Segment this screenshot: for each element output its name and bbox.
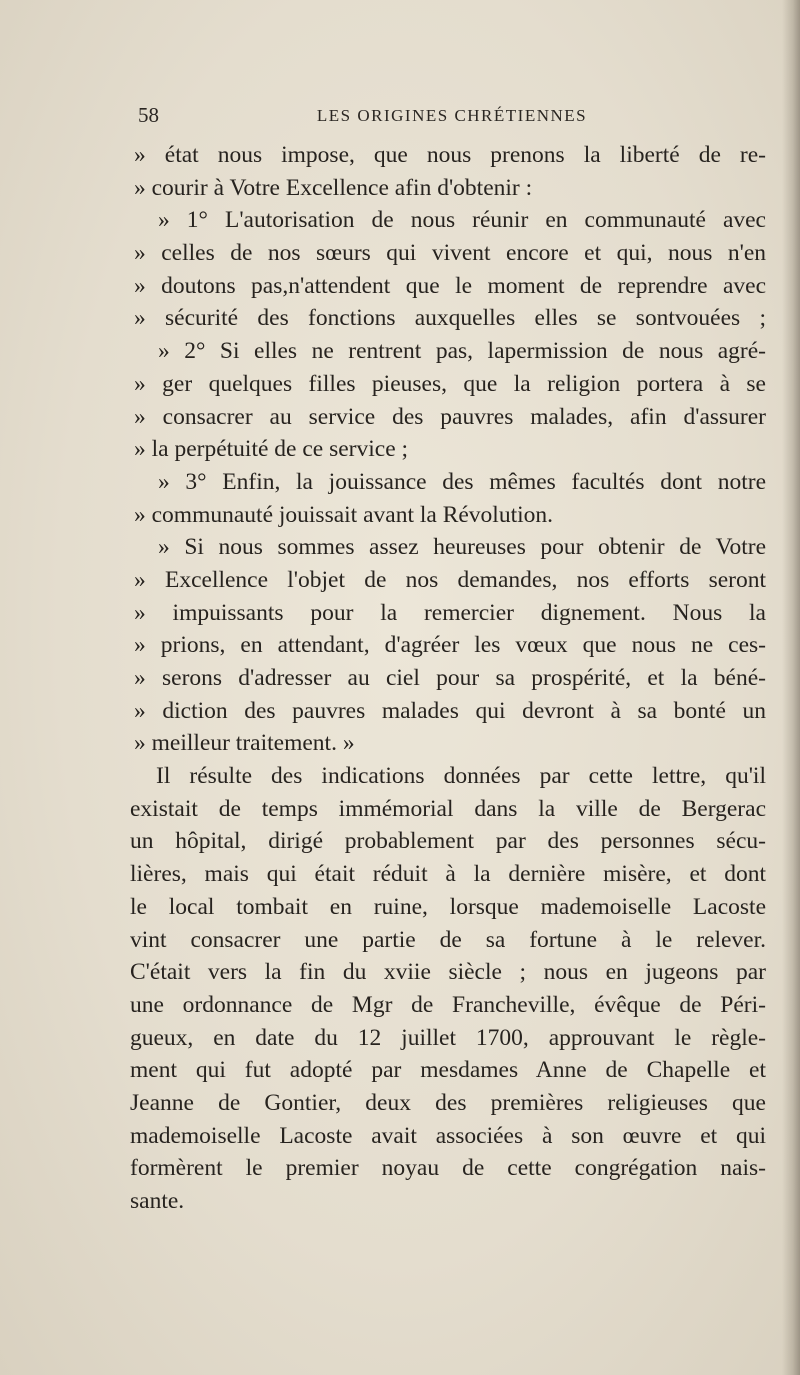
text-line: » 2° Si elles ne rentrent pas, lapermission de nous agré- xyxy=(158,338,766,365)
text-line: » la perpétuité de ce service ; xyxy=(134,436,409,463)
running-title: LES ORIGINES CHRÉTIENNES xyxy=(316,106,588,125)
text-line: » état nous impose, que nous prenons la liberté de re- xyxy=(134,142,766,168)
text-line: » doutons pas,n'attendent que le moment de reprendre avec xyxy=(134,272,766,299)
text-line: Il résulte des indications données par cette lettre, qu'il xyxy=(156,763,766,790)
text-line: » consacrer au service des pauvres malades, afin d'assurer xyxy=(134,403,766,430)
body-text xyxy=(130,139,766,1218)
text-line: formèrent le premier noyau de cette congrégation nais- xyxy=(130,1155,766,1182)
text-line: Jeanne de Gontier, deux des premières religieuses que xyxy=(130,1089,766,1116)
text-line: une ordonnance de Mgr de Francheville, évêque de Péri- xyxy=(130,991,766,1018)
text-line: » courir à Votre Excellence afin d'obtenir : xyxy=(134,174,533,201)
text-line: » diction des pauvres malades qui devront à sa bonté un xyxy=(134,697,766,724)
text-line: » impuissants pour la remercier dignement. Nous la xyxy=(134,599,766,626)
text-line: » Excellence l'objet de nos demandes, nos efforts seront xyxy=(134,566,766,593)
text-line: » ger quelques filles pieuses, que la religion portera à se xyxy=(134,370,766,397)
text-line: mademoiselle Lacoste avait associées à son œuvre et qui xyxy=(130,1122,766,1149)
text-line: » sécurité des fonctions auxquelles elles se sontvouées ; xyxy=(134,305,766,332)
text-line: C'était vers la fin du xviie siècle ; nous en jugeons par xyxy=(130,959,766,986)
text-line: » 1° L'autorisation de nous réunir en communauté avec xyxy=(158,207,766,234)
text-line: » Si nous sommes assez heureuses pour obtenir de Votre xyxy=(158,534,766,561)
text-line: existait de temps immémorial dans la ville de Bergerac xyxy=(130,795,766,822)
text-line: » celles de nos sœurs qui vivent encore et qui, nous n'en xyxy=(134,240,766,267)
text-line: vint consacrer une partie de sa fortune à le relever. xyxy=(130,926,766,953)
page-header xyxy=(138,102,766,128)
text-line: » communauté jouissait avant la Révolution. xyxy=(134,501,554,528)
text-line: » serons d'adresser au ciel pour sa prospérité, et la béné- xyxy=(134,665,766,691)
text-line: » prions, en attendant, d'agréer les vœux que nous ne ces- xyxy=(134,632,766,659)
page-edge-shadow xyxy=(782,0,800,1375)
text-line: le local tombait en ruine, lorsque mademoiselle Lacoste xyxy=(130,893,766,920)
text-line: ment qui fut adopté par mesdames Anne de Chapelle et xyxy=(130,1057,766,1084)
text-line: gueux, en date du 12 juillet 1700, approuvant le règle- xyxy=(130,1024,766,1051)
page-number: 58 xyxy=(138,103,159,127)
text-line: lières, mais qui était réduit à la dernière misère, et dont xyxy=(130,861,766,888)
text-line: » 3° Enfin, la jouissance des mêmes facultés dont notre xyxy=(158,468,766,495)
text-line: sante. xyxy=(130,1188,185,1214)
text-line: » meilleur traitement. » xyxy=(134,730,355,757)
text-line: un hôpital, dirigé probablement par des personnes sécu- xyxy=(130,828,766,855)
